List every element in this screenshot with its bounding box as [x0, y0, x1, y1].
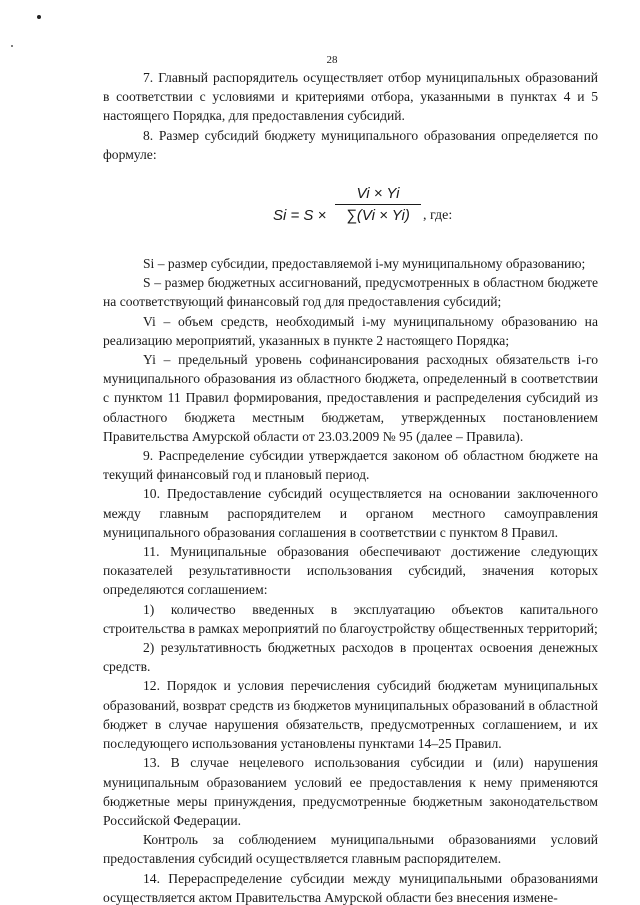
paragraph-9: 9. Распределение субсидии утверждается законом об областном бюджете на текущий финансовый год и плановый период. — [103, 448, 598, 483]
definition-yi: Yi – предельный уровень софинансирования расходных обязательств i-го муниципального образования из областного бюджета, определенный в соответствии с пунктом 11 Правил формирования, предоставления и распределения субсидий из областного бюджета местным бюджетам, утвержденных постановлением Правительства Амурской области от 23.03.2009 № 95 (далее – Правила). — [103, 352, 598, 444]
paragraph-8: 8. Размер субсидий бюджету муниципального образования определяется по формуле: — [103, 127, 598, 162]
paragraph-13: 13. В случае нецелевого использования субсидии и (или) нарушения муниципальным образованием условий ее предоставления к нему применяются бюджетные меры принуждения, предусмотренные бюджетным законодательством Российской Федерации. — [103, 755, 598, 828]
formula-lhs: Si = S × — [273, 207, 327, 225]
paragraph-10: 10. Предоставление субсидий осуществляется на основании заключенного между главным распорядителем и органом местного самоуправления муниципального образования соглашения в соответствии с пунктом 8 Правил. — [103, 486, 598, 540]
page-number: 28 — [326, 54, 338, 66]
paragraph-11-item-2: 2) результативность бюджетных расходов в процентах освоения денежных средств. — [103, 640, 598, 675]
formula-denominator: ∑(Vi × Yi) — [346, 207, 410, 225]
definition-s: S – размер бюджетных ассигнований, предусмотренных в областном бюджете на соответствующий финансовый год для предоставления субсидий; — [103, 275, 598, 310]
paragraph-12: 12. Порядок и условия перечисления субсидий бюджетам муниципальных образований, возврат средств из бюджетов муниципальных образований в областной бюджет в случае нарушения обязательств, предусмотренных соглашением, и их последующего использования установлены пунктами 14–25 Правил. — [103, 678, 598, 752]
scan-artifact-dot — [11, 45, 13, 47]
paragraph-11-item-1: 1) количество введенных в эксплуатацию объектов капитального строительства в рамках мероприятий по благоустройству общественных территорий; — [103, 601, 598, 636]
formula-suffix: , где: — [423, 208, 453, 224]
paragraph-7: 7. Главный распорядитель осуществляет отбор муниципальных образований в соответствии с условиями и критериями отбора, указанными в пунктах 4 и 5 настоящего Порядка, для предоставления субсидий. — [103, 70, 598, 124]
formula-fraction — [335, 184, 421, 225]
paragraph-11: 11. Муниципальные образования обеспечивают достижение следующих показателей результативности использования субсидий, значения которых определяются соглашением: — [103, 544, 598, 598]
paragraph-control: Контроль за соблюдением муниципальными образованиями условий предоставления субсидий осуществляется главным распорядителем. — [103, 832, 598, 867]
subsidy-formula — [103, 164, 598, 254]
definition-si: Si – размер субсидии, предоставляемой i-му муниципальному образованию; — [143, 256, 586, 272]
document-body — [103, 68, 598, 905]
definition-vi: Vi – объем средств, необходимый i-му муниципальному образованию на реализацию мероприятий, указанных в пункте 2 настоящего Порядка; — [103, 313, 598, 348]
scan-artifact-dot — [37, 15, 41, 19]
paragraph-14: 14. Перераспределение субсидии между муниципальными образованиями осуществляется актом Правительства Амурской области без внесения измене- — [103, 870, 598, 905]
formula-numerator: Vi × Yi — [335, 184, 421, 205]
